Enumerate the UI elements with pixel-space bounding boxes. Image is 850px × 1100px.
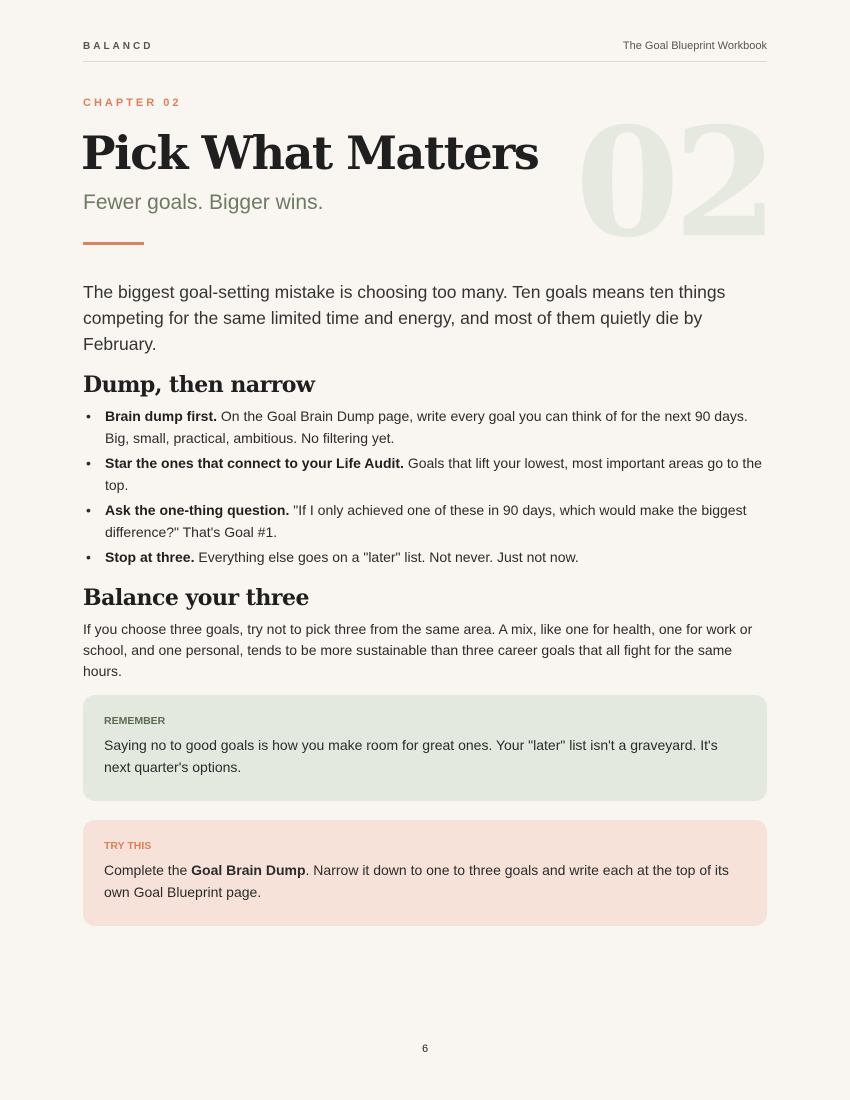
bullet-text: Goals that lift your lowest, most important areas go to the top. bbox=[105, 455, 762, 493]
try-this-text bbox=[104, 859, 746, 903]
bullet-icon: • bbox=[86, 502, 91, 518]
bullet-lead: Ask the one-thing question. bbox=[105, 502, 290, 518]
try-this-text-end: . Narrow it down to one to three goals and write each at the top of its own Goal Blueprint page. bbox=[104, 862, 729, 900]
list-item bbox=[83, 453, 767, 496]
bullet-icon: • bbox=[86, 455, 91, 471]
brand-name: BALANCD bbox=[83, 41, 154, 52]
list-item bbox=[83, 500, 767, 543]
list-item bbox=[83, 406, 767, 449]
section-heading-dump: Dump, then narrow bbox=[83, 372, 315, 398]
page-title: Pick What Matters bbox=[81, 126, 539, 180]
bullet-text: On the Goal Brain Dump page, write every goal you can think of for the next 90 days. Big, small, practical, ambitious. No filtering yet. bbox=[105, 408, 748, 446]
bullet-list bbox=[83, 406, 767, 573]
page-subtitle: Fewer goals. Bigger wins. bbox=[83, 191, 324, 214]
bullet-icon: • bbox=[86, 549, 91, 565]
document-title: The Goal Blueprint Workbook bbox=[622, 40, 767, 52]
remember-callout bbox=[83, 695, 767, 801]
try-this-text-start: Complete the bbox=[104, 862, 192, 878]
section-heading-balance: Balance your three bbox=[83, 585, 309, 611]
bullet-lead: Star the ones that connect to your Life Audit. bbox=[105, 455, 404, 471]
page-number: 6 bbox=[421, 1043, 429, 1055]
remember-label: REMEMBER bbox=[104, 715, 166, 727]
try-this-label: TRY THIS bbox=[104, 840, 152, 852]
balance-paragraph: If you choose three goals, try not to pick three from the same area. A mix, like one for health, one for work or school, and one personal, tends to be more sustainable than three career goals that all fight for the same hours. bbox=[83, 621, 753, 679]
header-divider bbox=[83, 61, 767, 62]
bullet-text: Everything else goes on a "later" list. Not never. Just not now. bbox=[194, 549, 579, 565]
bullet-lead: Brain dump first. bbox=[105, 408, 218, 424]
list-item bbox=[83, 547, 767, 569]
try-this-callout bbox=[83, 820, 767, 926]
bullet-lead: Stop at three. bbox=[105, 549, 195, 565]
chapter-label: CHAPTER 02 bbox=[83, 97, 182, 109]
remember-text: Saying no to good goals is how you make room for great ones. Your "later" list isn't a graveyard. It's next quarter's options. bbox=[104, 737, 718, 775]
accent-divider bbox=[83, 242, 144, 245]
chapter-number-watermark: 02 bbox=[575, 95, 772, 271]
try-this-bold: Goal Brain Dump bbox=[191, 862, 306, 878]
bullet-icon: • bbox=[86, 408, 91, 424]
bullet-text: "If I only achieved one of these in 90 days, which would make the biggest difference?" That's Goal #1. bbox=[105, 502, 747, 540]
intro-paragraph: The biggest goal-setting mistake is choosing too many. Ten goals means ten things competing for the same limited time and energy, and most of them quietly die by February. bbox=[83, 282, 726, 354]
